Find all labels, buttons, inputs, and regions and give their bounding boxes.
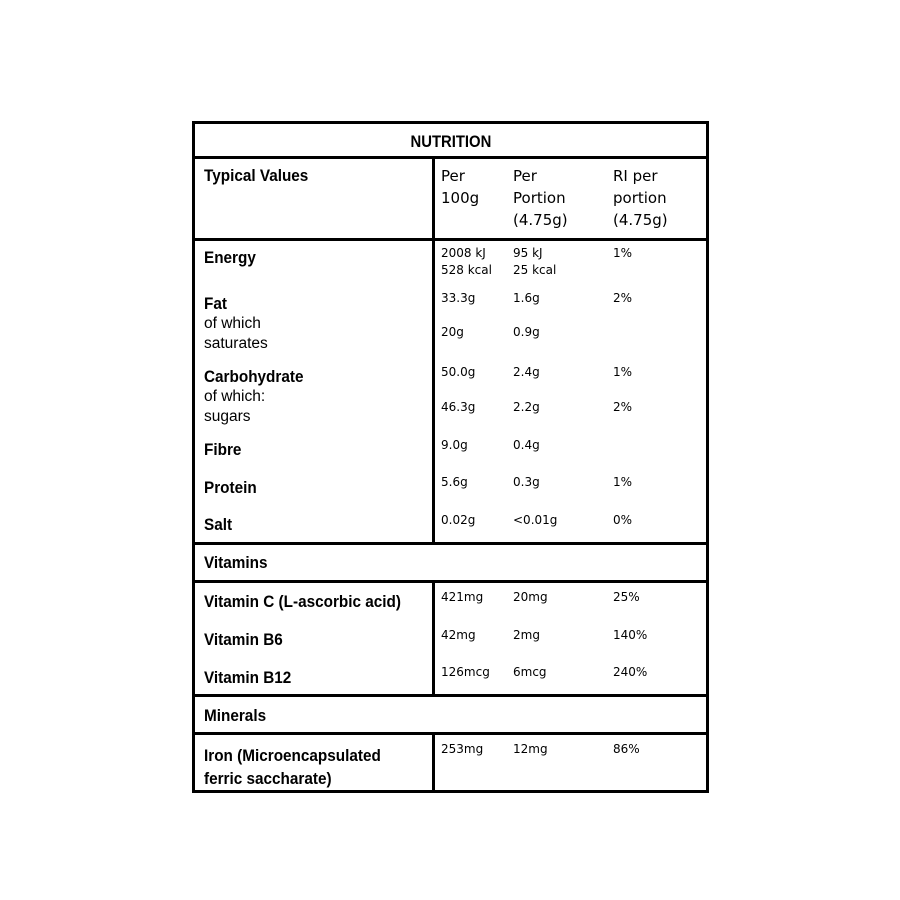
- vitamin-c-ri: 25%: [613, 590, 640, 604]
- fibre-label: Fibre: [204, 440, 242, 459]
- vitamin-b6-label: Vitamin B6: [204, 630, 283, 649]
- energy-per-100g: 2008 kJ 528 kcal: [441, 246, 492, 277]
- fibre-per-100g: 9.0g: [441, 438, 468, 452]
- energy-ri: 1%: [613, 246, 633, 260]
- minerals-heading: Minerals: [204, 706, 267, 725]
- saturates-per-100g: 20g: [441, 325, 464, 339]
- title-divider: [195, 156, 706, 159]
- energy-per-portion: 95 kJ 25 kcal: [513, 246, 557, 277]
- sugars-ri: 2%: [613, 400, 633, 414]
- column-divider-top: [432, 156, 435, 545]
- protein-per-portion: 0.3g: [513, 475, 540, 489]
- vitamins-divider: [195, 694, 706, 697]
- vitamins-heading: Vitamins: [204, 553, 268, 572]
- sugars-label: of which: sugars: [204, 388, 266, 425]
- saturates-label: of which saturates: [204, 315, 268, 352]
- header-per-portion: Per Portion (4.75g): [513, 167, 568, 229]
- vitamin-b12-per-100g: 126mcg: [441, 665, 490, 679]
- iron-per-portion: 12mg: [513, 742, 548, 756]
- protein-label: Protein: [204, 478, 257, 497]
- vitamins-heading-divider: [195, 580, 706, 583]
- header-divider: [195, 238, 706, 241]
- carbohydrate-label: Carbohydrate: [204, 367, 304, 386]
- nutrition-table: [192, 121, 709, 793]
- vitamin-b6-per-100g: 42mg: [441, 628, 476, 642]
- iron-ri: 86%: [613, 742, 640, 756]
- salt-label: Salt: [204, 515, 233, 534]
- salt-ri: 0%: [613, 513, 633, 527]
- column-divider-minerals: [432, 732, 435, 793]
- energy-label: Energy: [204, 248, 256, 267]
- iron-label: Iron (Microencapsulated ferric saccharate): [204, 746, 381, 788]
- fibre-per-portion: 0.4g: [513, 438, 540, 452]
- table-title: NUTRITION: [410, 133, 491, 151]
- salt-per-portion: <0.01g: [513, 513, 558, 527]
- fat-ri: 2%: [613, 291, 633, 305]
- protein-per-100g: 5.6g: [441, 475, 468, 489]
- fat-per-100g: 33.3g: [441, 291, 476, 305]
- carbohydrate-per-100g: 50.0g: [441, 365, 476, 379]
- vitamin-b12-ri: 240%: [613, 665, 648, 679]
- salt-per-100g: 0.02g: [441, 513, 476, 527]
- vitamin-b12-per-portion: 6mcg: [513, 665, 547, 679]
- nutrients-divider: [195, 542, 706, 545]
- sugars-per-portion: 2.2g: [513, 400, 540, 414]
- sugars-per-100g: 46.3g: [441, 400, 476, 414]
- carbohydrate-ri: 1%: [613, 365, 633, 379]
- vitamin-c-label: Vitamin C (L-ascorbic acid): [204, 592, 401, 611]
- header-per-100g: Per 100g: [441, 167, 480, 207]
- saturates-per-portion: 0.9g: [513, 325, 540, 339]
- header-ri-per-portion: RI per portion (4.75g): [613, 167, 668, 229]
- vitamin-b12-label: Vitamin B12: [204, 668, 292, 687]
- typical-values-label: Typical Values: [204, 166, 309, 185]
- fat-per-portion: 1.6g: [513, 291, 540, 305]
- column-divider-vitamins: [432, 580, 435, 697]
- minerals-heading-divider: [195, 732, 706, 735]
- fat-label: Fat: [204, 294, 227, 313]
- carbohydrate-per-portion: 2.4g: [513, 365, 540, 379]
- vitamin-c-per-portion: 20mg: [513, 590, 548, 604]
- vitamin-b6-ri: 140%: [613, 628, 648, 642]
- protein-ri: 1%: [613, 475, 633, 489]
- vitamin-c-per-100g: 421mg: [441, 590, 484, 604]
- vitamin-b6-per-portion: 2mg: [513, 628, 540, 642]
- iron-per-100g: 253mg: [441, 742, 484, 756]
